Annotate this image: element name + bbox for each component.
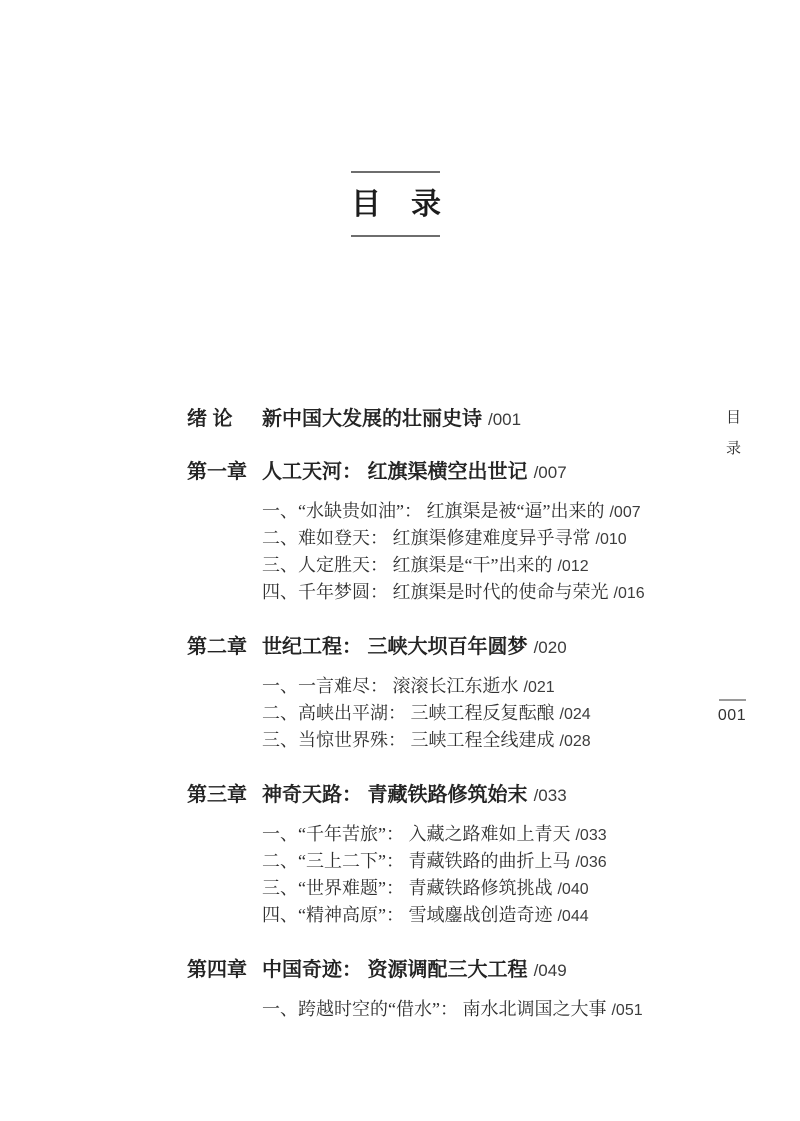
chapter-title: 中国奇迹： 资源调配三大工程 bbox=[262, 959, 528, 981]
toc-subentry bbox=[187, 875, 707, 902]
subentry-text: 一、“水缺贵如油”： 红旗渠是被“逼”出来的 bbox=[262, 501, 605, 521]
subentry-text: 四、千年梦圆： 红旗渠是时代的使命与荣光 bbox=[262, 582, 609, 602]
subentry-page-number: /033 bbox=[575, 827, 607, 844]
margin-page-number: 001 bbox=[717, 707, 747, 724]
title-bottom-rule bbox=[351, 235, 440, 237]
toc-subentry bbox=[187, 700, 707, 727]
toc-subentry bbox=[187, 902, 707, 929]
chapter-label: 第一章 bbox=[187, 461, 247, 483]
toc-chapter-row bbox=[187, 959, 707, 982]
toc-title-block bbox=[351, 171, 440, 237]
chapter-title: 神奇天路： 青藏铁路修筑始末 bbox=[262, 784, 528, 806]
subentry-text: 四、“精神高原”： 雪域鏖战创造奇迹 bbox=[262, 905, 553, 925]
toc-subentry bbox=[187, 727, 707, 754]
subentry-page-number: /028 bbox=[559, 733, 591, 750]
subentry-text: 三、人定胜天： 红旗渠是“干”出来的 bbox=[262, 555, 553, 575]
toc-section bbox=[187, 959, 707, 1023]
subentry-text: 二、“三上二下”： 青藏铁路的曲折上马 bbox=[262, 851, 571, 871]
margin-label-char-bottom: 录 bbox=[726, 441, 742, 457]
subentry-page-number: /024 bbox=[559, 706, 591, 723]
toc-subentry bbox=[187, 996, 707, 1023]
subentry-text: 一、一言难尽： 滚滚长江东逝水 bbox=[262, 676, 519, 696]
toc-subentry bbox=[187, 498, 707, 525]
toc-subentry bbox=[187, 821, 707, 848]
subentry-text: 二、难如登天： 红旗渠修建难度异乎寻常 bbox=[262, 528, 591, 548]
toc-section bbox=[187, 636, 707, 754]
page-title: 目 录 bbox=[351, 188, 441, 221]
chapter-label: 第四章 bbox=[187, 959, 247, 981]
toc-chapter-row bbox=[187, 408, 707, 431]
subentry-page-number: /016 bbox=[613, 585, 645, 602]
chapter-title: 新中国大发展的壮丽史诗 bbox=[262, 408, 482, 430]
subentry-page-number: /040 bbox=[557, 881, 589, 898]
chapter-page-number: /007 bbox=[533, 463, 567, 482]
subentry-page-number: /021 bbox=[523, 679, 555, 696]
toc-chapter-row bbox=[187, 636, 707, 659]
toc-chapter-row bbox=[187, 461, 707, 484]
toc-section bbox=[187, 784, 707, 929]
chapter-page-number: /033 bbox=[533, 786, 567, 805]
margin-label-char-top: 目 bbox=[726, 410, 742, 426]
subentry-text: 二、高峡出平湖： 三峡工程反复酝酿 bbox=[262, 703, 555, 723]
chapter-label: 绪 论 bbox=[187, 408, 233, 430]
subentry-text: 一、“千年苦旅”： 入藏之路难如上青天 bbox=[262, 824, 571, 844]
subentry-page-number: /010 bbox=[595, 531, 627, 548]
margin-vertical-label bbox=[726, 409, 741, 458]
subentry-page-number: /036 bbox=[575, 854, 607, 871]
toc-subentry bbox=[187, 552, 707, 579]
chapter-title: 人工天河： 红旗渠横空出世记 bbox=[262, 461, 528, 483]
toc-subentry bbox=[187, 579, 707, 606]
subentry-text: 三、“世界难题”： 青藏铁路修筑挑战 bbox=[262, 878, 553, 898]
chapter-page-number: /001 bbox=[488, 410, 522, 429]
toc-subentry bbox=[187, 848, 707, 875]
subentry-text: 三、当惊世界殊： 三峡工程全线建成 bbox=[262, 730, 555, 750]
toc-section bbox=[187, 461, 707, 606]
toc-list bbox=[187, 408, 707, 1053]
subentry-page-number: /007 bbox=[609, 504, 641, 521]
chapter-label: 第二章 bbox=[187, 636, 247, 658]
subentry-page-number: /012 bbox=[557, 558, 589, 575]
subentry-page-number: /051 bbox=[611, 1002, 643, 1019]
title-top-rule bbox=[351, 171, 440, 173]
margin-page-marker bbox=[714, 699, 750, 725]
toc-subentry bbox=[187, 673, 707, 700]
toc-subentry bbox=[187, 525, 707, 552]
chapter-page-number: /020 bbox=[533, 638, 567, 657]
subentry-page-number: /044 bbox=[557, 908, 589, 925]
page-marker-rule bbox=[719, 699, 746, 701]
chapter-page-number: /049 bbox=[533, 961, 567, 980]
chapter-label: 第三章 bbox=[187, 784, 247, 806]
chapter-title: 世纪工程： 三峡大坝百年圆梦 bbox=[262, 636, 528, 658]
subentry-text: 一、跨越时空的“借水”： 南水北调国之大事 bbox=[262, 999, 607, 1019]
toc-section bbox=[187, 408, 707, 431]
toc-chapter-row bbox=[187, 784, 707, 807]
